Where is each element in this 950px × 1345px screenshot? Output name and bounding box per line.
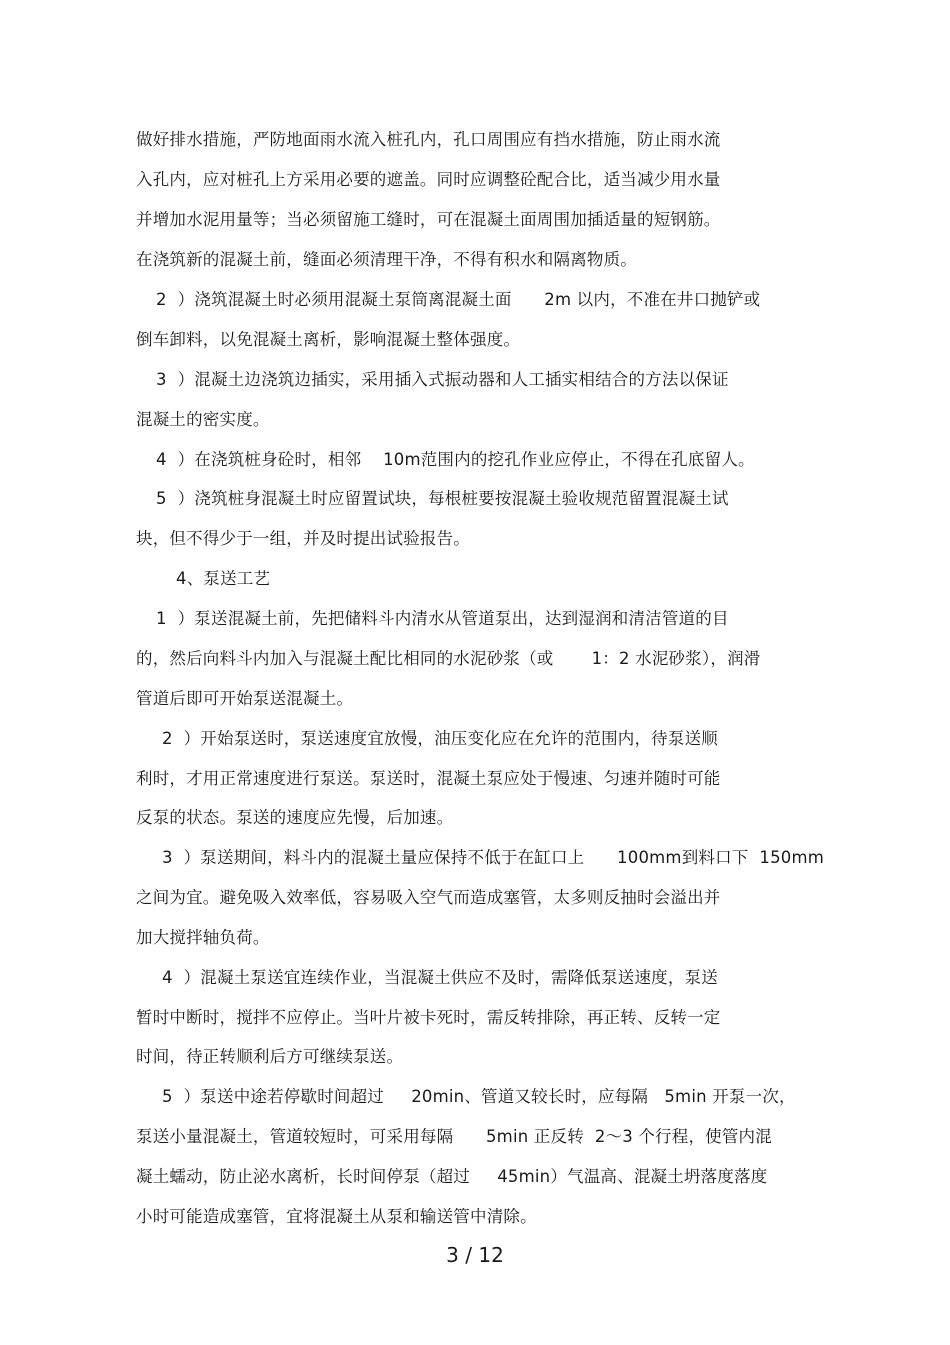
text-line: 混凝土的密实度。 <box>136 410 270 429</box>
text-line: 1 ）泵送混凝土前，先把储料斗内清水从管道泵出，达到湿润和清洁管道的目 <box>156 609 729 628</box>
text-line: 利时，才用正常速度进行泵送。泵送时，混凝土泵应处于慢速、匀速并随时可能 <box>136 769 721 788</box>
text-line: 凝土蠕动，防止泌水离析，长时间停泵（超过 45min）气温高、混凝土坍落度落度 <box>136 1167 768 1186</box>
text-line: 之间为宜。避免吸入效率低，容易吸入空气而造成塞管，太多则反抽时会溢出并 <box>136 888 721 907</box>
text-line: 5 ）泵送中途若停歇时间超过 20min、管道又较长时，应每隔 5min 开泵一次， <box>162 1087 796 1106</box>
text-line: 在浇筑新的混凝土前，缝面必须清理干净，不得有积水和隔离物质。 <box>136 250 637 269</box>
page-number: 3 / 12 <box>446 1243 504 1267</box>
text-line: 泵送小量混凝土，管道较短时，可采用每隔 5min 正反转 2～3 个行程，使管内混 <box>136 1127 772 1146</box>
text-line: 入孔内，应对桩孔上方采用必要的遮盖。同时应调整砼配合比，适当减少用水量 <box>136 170 721 189</box>
text-line: 块，但不得少于一组，并及时提出试验报告。 <box>136 529 470 548</box>
text-line: 3 ）泵送期间，料斗内的混凝土量应保持不低于在缸口上 100mm到料口下 150mm <box>162 848 825 867</box>
text-line: 4 ）混凝土泵送宜连续作业，当混凝土供应不及时，需降低泵送速度，泵送 <box>162 968 718 987</box>
text-line: 暂时中断时，搅拌不应停止。当叶片被卡死时，需反转排除，再正转、反转一定 <box>136 1008 721 1027</box>
text-line: 2 ）浇筑混凝土时必须用混凝土泵筒离混凝土面 2m 以内，不准在井口抛铲或 <box>156 290 761 309</box>
text-line: 时间，待正转顺利后方可继续泵送。 <box>136 1047 404 1066</box>
section-heading: 4、泵送工艺 <box>176 569 271 588</box>
text-line: 3 ）混凝土边浇筑边插实，采用插入式振动器和人工插实相结合的方法以保证 <box>156 370 729 389</box>
text-line: 的，然后向料斗内加入与混凝土配比相同的水泥砂浆（或 1：2 水泥砂浆），润滑 <box>136 649 761 668</box>
text-line: 做好排水措施，严防地面雨水流入桩孔内，孔口周围应有挡水措施，防止雨水流 <box>136 130 721 149</box>
text-line: 5 ）浇筑桩身混凝土时应留置试块，每根桩要按混凝土验收规范留置混凝土试 <box>156 489 729 508</box>
text-line: 2 ）开始泵送时，泵送速度宜放慢，油压变化应在允许的范围内，待泵送顺 <box>162 729 718 748</box>
text-line: 管道后即可开始泵送混凝土。 <box>136 689 354 708</box>
text-line: 加大搅拌轴负荷。 <box>136 928 270 947</box>
text-line: 小时可能造成塞管，宜将混凝土从泵和输送管中清除。 <box>136 1207 537 1226</box>
text-line: 4 ）在浇筑桩身砼时，相邻 10m范围内的挖孔作业应停止，不得在孔底留人。 <box>156 450 755 469</box>
text-line: 并增加水泥用量等；当必须留施工缝时，可在混凝土面周围加插适量的短钢筋。 <box>136 210 721 229</box>
text-line: 倒车卸料，以免混凝土离析，影响混凝土整体强度。 <box>136 330 521 349</box>
text-line: 反泵的状态。泵送的速度应先慢，后加速。 <box>136 808 454 827</box>
